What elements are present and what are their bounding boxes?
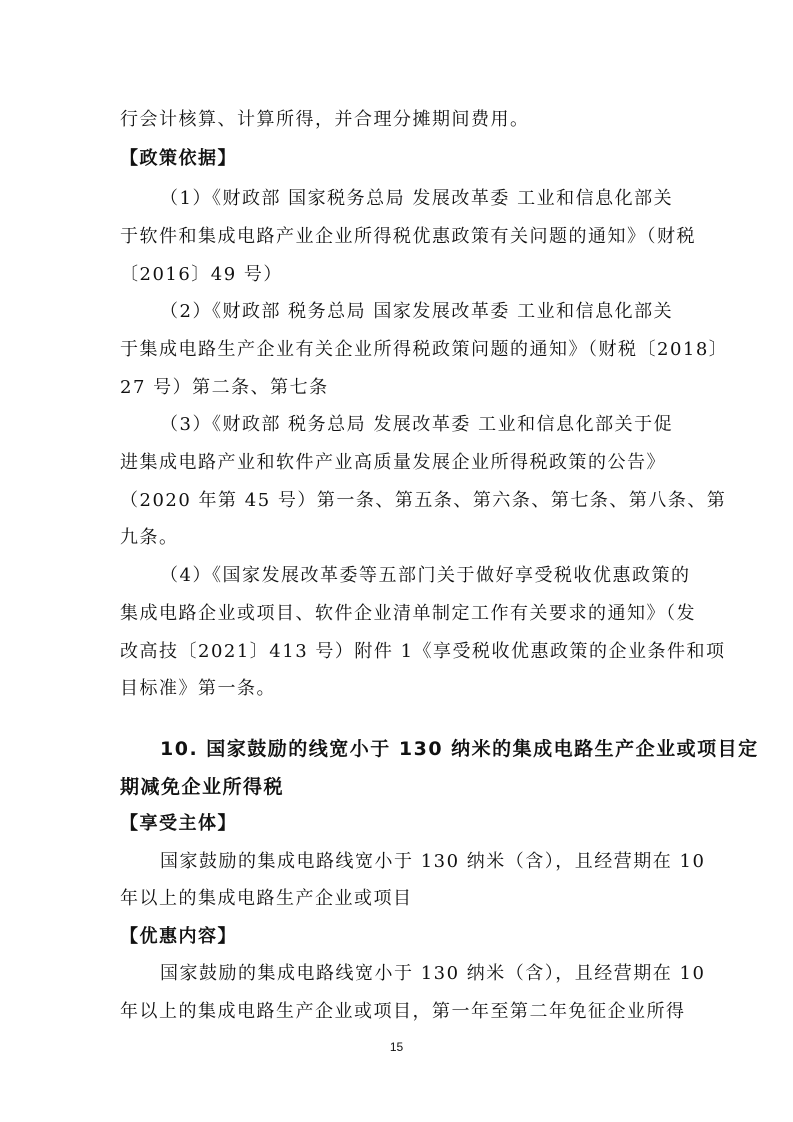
paragraph-line: 年以上的集成电路生产企业或项目，第一年至第二年免征企业所得 bbox=[120, 1001, 686, 1022]
paragraph-line: 进集成电路产业和软件产业高质量发展企业所得税政策的公告》 bbox=[120, 452, 666, 473]
paragraph-line: 27 号）第二条、第七条 bbox=[120, 377, 329, 398]
paragraph-line: （4）《国家发展改革委等五部门关于做好享受税收优惠政策的 bbox=[160, 565, 691, 586]
paragraph-line: 于软件和集成电路产业企业所得税优惠政策有关问题的通知》（财税 bbox=[120, 226, 696, 247]
section-label-beneficiary: 【享受主体】 bbox=[120, 813, 237, 834]
section-label-preferential-content: 【优惠内容】 bbox=[120, 926, 237, 947]
paragraph-line: 国家鼓励的集成电路线宽小于 130 纳米（含），且经营期在 10 bbox=[160, 851, 706, 872]
section-label-policy-basis: 【政策依据】 bbox=[120, 148, 237, 169]
section-heading: 10. 国家鼓励的线宽小于 130 纳米的集成电路生产企业或项目定 bbox=[160, 738, 759, 760]
page-number: 15 bbox=[389, 1040, 404, 1054]
paragraph-line: （2020 年第 45 号）第一条、第五条、第六条、第七条、第八条、第 bbox=[120, 490, 727, 511]
paragraph-line: 于集成电路生产企业有关企业所得税政策问题的通知》（财税〔2018〕 bbox=[120, 339, 729, 360]
paragraph-line: 改高技〔2021〕413 号）附件 1《享受税收优惠政策的企业条件和项 bbox=[120, 641, 726, 662]
paragraph-line: 目标准》第一条。 bbox=[120, 678, 276, 699]
paragraph-line: （2）《财政部 税务总局 国家发展改革委 工业和信息化部关 bbox=[160, 301, 674, 322]
paragraph-line: 〔2016〕49 号） bbox=[120, 264, 283, 285]
paragraph-line: （3）《财政部 税务总局 发展改革委 工业和信息化部关于促 bbox=[160, 414, 674, 435]
paragraph-line: 行会计核算、计算所得，并合理分摊期间费用。 bbox=[120, 109, 530, 130]
paragraph-line: （1）《财政部 国家税务总局 发展改革委 工业和信息化部关 bbox=[160, 188, 674, 209]
paragraph-line: 集成电路企业或项目、软件企业清单制定工作有关要求的通知》（发 bbox=[120, 603, 696, 624]
paragraph-line: 年以上的集成电路生产企业或项目 bbox=[120, 888, 413, 909]
section-heading: 期减免企业所得税 bbox=[120, 776, 285, 798]
paragraph-line: 九条。 bbox=[120, 527, 179, 548]
paragraph-line: 国家鼓励的集成电路线宽小于 130 纳米（含），且经营期在 10 bbox=[160, 963, 706, 984]
